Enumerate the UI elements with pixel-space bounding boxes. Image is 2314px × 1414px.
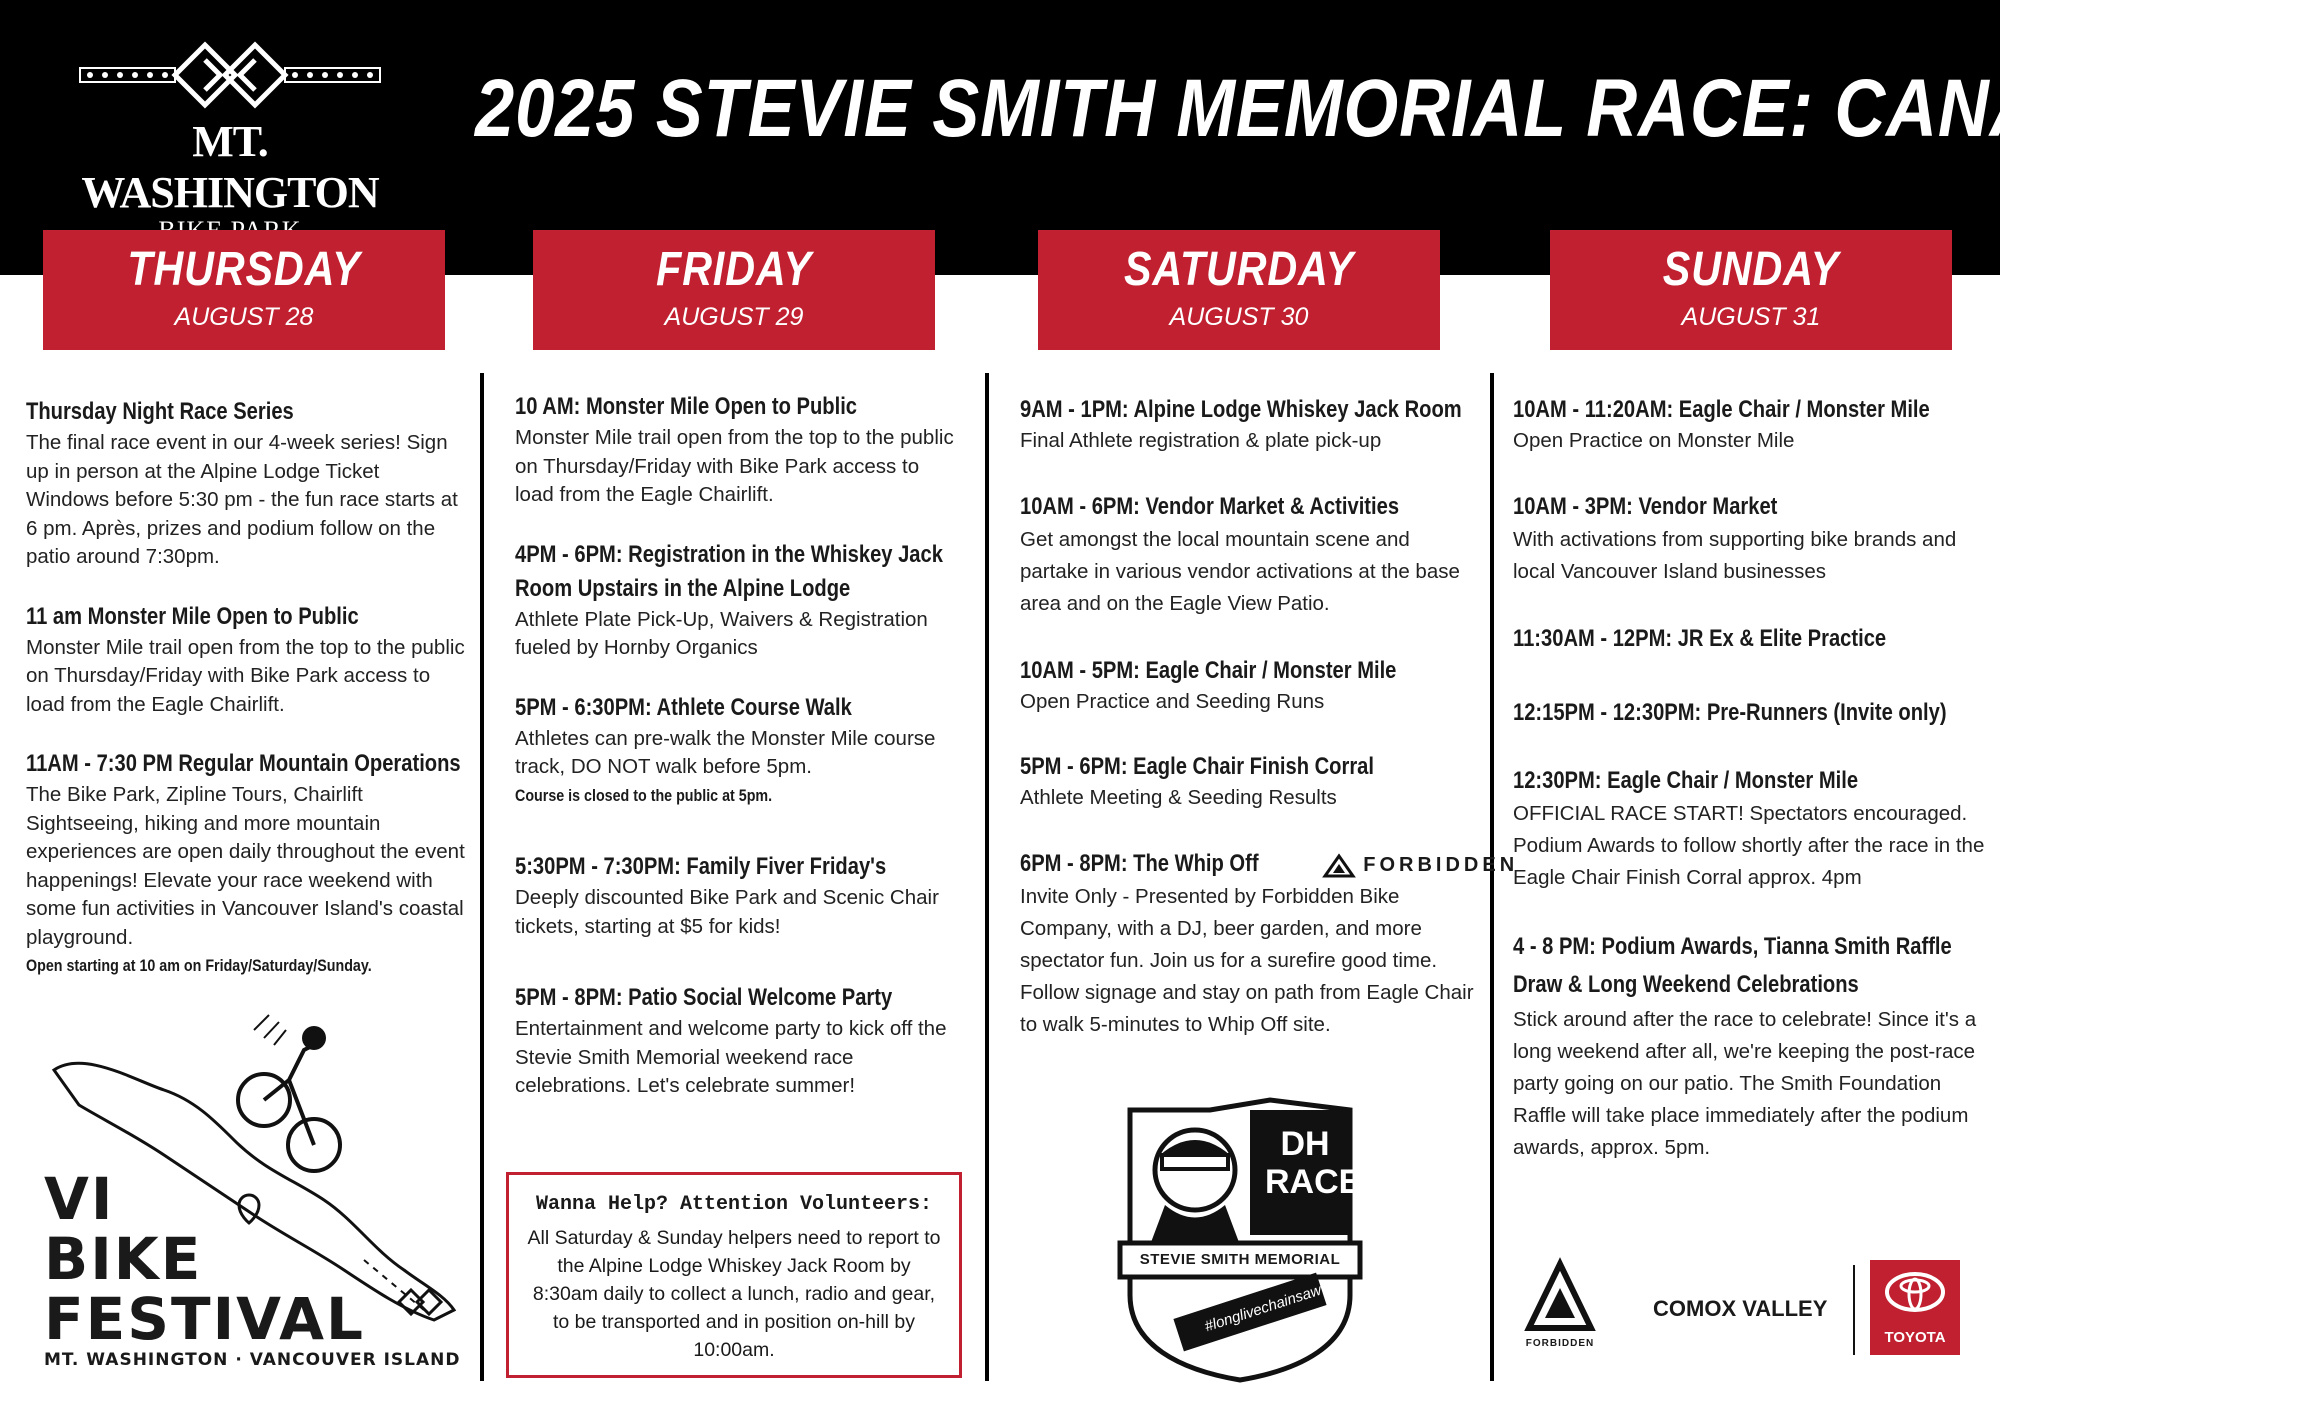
badge-banner: STEVIE SMITH MEMORIAL	[1139, 1251, 1341, 1268]
day-date: AUGUST 28	[174, 303, 314, 331]
comox-valley-label: COMOX VALLEY	[1653, 1296, 1828, 1321]
day-date: AUGUST 31	[1681, 303, 1821, 331]
event-item	[515, 850, 955, 941]
event-desc: The final race event in our 4-week series! Sign up in person at the Alpine Lodge Ticket Windows before 5:30 pm - the fun race starts at 6 pm. Après, prizes and podium follow on the patio around 7:30pm.	[26, 431, 458, 568]
day-name: SATURDAY	[1123, 243, 1355, 296]
event-title: 4PM - 6PM: Registration in the Whiskey Jack Room Upstairs in the Alpine Lodge	[515, 540, 943, 602]
event-item	[1020, 393, 1480, 456]
event-item	[515, 691, 955, 811]
event-title: 11AM - 7:30 PM Regular Mountain Operations	[26, 750, 461, 777]
event-desc: Monster Mile trail open from the top to the public on Thursday/Friday with Bike Park access to load from the Eagle Chairlift.	[26, 635, 465, 716]
sunday-column	[1513, 393, 1993, 1192]
event-item	[1020, 847, 1519, 1041]
event-title: Thursday Night Race Series	[26, 398, 294, 425]
volunteers-title: Wanna Help? Attention Volunteers:	[535, 1193, 933, 1216]
event-title: 6PM - 8PM: The Whip Off	[1020, 849, 1259, 877]
event-desc: Invite Only - Presented by Forbidden Bike Company, with a DJ, beer garden, and more spectator fun. Join us for a surefire good time. Follow signage and stay on path from Eagle Chair to walk 5-minutes to Whip Off site.	[1020, 884, 1474, 1036]
day-date: AUGUST 30	[1169, 303, 1309, 331]
logo-line1: MT. WASHINGTON	[81, 117, 379, 217]
festival-line1: VI	[44, 1165, 115, 1233]
event-title-row	[1020, 847, 1519, 881]
event-title: 11 am Monster Mile Open to Public	[26, 602, 359, 630]
event-title: 4 - 8 PM: Podium Awards, Tianna Smith Raffle Draw & Long Weekend Celebrations	[1513, 932, 1952, 998]
event-item	[1513, 490, 1993, 588]
event-item	[515, 538, 955, 663]
event-desc: Open Practice on Monster Mile	[1513, 429, 1795, 452]
event-title: 10AM - 3PM: Vendor Market	[1513, 492, 1778, 520]
event-note: Open starting at 10 am on Friday/Saturday/Sunday.	[26, 956, 372, 975]
event-desc: With activations from supporting bike brands and local Vancouver Island businesses	[1513, 527, 1957, 583]
festival-line3: FESTIVAL	[44, 1285, 365, 1353]
event-item	[515, 390, 955, 510]
thursday-column	[26, 395, 466, 1009]
forbidden-sponsor-logo	[1324, 851, 1518, 880]
event-item	[1020, 750, 1480, 813]
event-title: 11:30AM - 12PM: JR Ex & Elite Practice	[1513, 624, 1887, 652]
badge-tag: #longlivechainsaw	[1202, 1281, 1324, 1336]
event-item	[26, 600, 466, 720]
column-divider	[985, 373, 989, 1381]
event-desc: Deeply discounted Bike Park and Scenic Chair tickets, starting at $5 for kids!	[515, 886, 939, 938]
volunteers-box	[506, 1172, 962, 1378]
day-header-saturday	[1038, 230, 1440, 350]
festival-subline: MT. WASHINGTON · VANCOUVER ISLAND	[44, 1350, 461, 1370]
event-title: 10 AM: Monster Mile Open to Public	[515, 393, 858, 420]
event-title: 5:30PM - 7:30PM: Family Fiver Friday's	[515, 853, 887, 880]
mt-washington-logo	[80, 40, 380, 217]
day-name: FRIDAY	[656, 243, 812, 296]
forbidden-label: FORBIDDEN	[1525, 1338, 1595, 1349]
event-item	[1513, 622, 1993, 656]
event-item	[1513, 928, 1993, 1164]
badge-dh: DH	[1280, 1125, 1330, 1163]
event-desc: The Bike Park, Zipline Tours, Chairlift Sightseeing, hiking and more mountain experiences are open daily throughout the event happenings! Elevate your race weekend with some fun activities in Vancouver Island's coastal playground.	[26, 783, 465, 949]
event-title: 5PM - 6PM: Eagle Chair Finish Corral	[1020, 753, 1374, 780]
event-item	[1513, 764, 1993, 894]
event-item	[515, 981, 955, 1101]
day-name: SUNDAY	[1662, 243, 1840, 296]
dh-race-badge	[1120, 1095, 1360, 1385]
event-title: 10AM - 5PM: Eagle Chair / Monster Mile	[1020, 656, 1397, 684]
sponsor-logos	[1525, 1260, 1985, 1380]
toyota-emblem-icon	[1870, 1260, 1960, 1320]
event-desc: Get amongst the local mountain scene and partake in various vendor activations at the base area and on the Eagle View Patio.	[1020, 527, 1460, 615]
logo-mark-icon	[80, 40, 380, 110]
vi-bike-festival-graphic	[24, 1010, 474, 1380]
day-header-sunday	[1550, 230, 1952, 350]
column-divider	[480, 373, 484, 1381]
page-title: 2025 STEVIE SMITH MEMORIAL RACE: CANADA CUP	[475, 63, 2314, 154]
event-desc: Entertainment and welcome party to kick off the Stevie Smith Memorial weekend race celebrations. Let's celebrate summer!	[515, 1017, 947, 1097]
day-header-friday	[533, 230, 935, 350]
event-item	[26, 747, 466, 981]
forbidden-text: FORBIDDEN	[1363, 853, 1519, 876]
event-title: 5PM - 6:30PM: Athlete Course Walk	[515, 693, 852, 721]
event-item	[26, 395, 466, 572]
event-desc: Open Practice and Seeding Runs	[1020, 689, 1325, 713]
forbidden-logo-icon	[1324, 855, 1354, 877]
toyota-logo	[1870, 1260, 1960, 1355]
event-title: 10AM - 6PM: Vendor Market & Activities	[1020, 492, 1400, 520]
sponsor-divider	[1853, 1265, 1855, 1355]
event-item	[1513, 696, 1993, 730]
event-desc: Athletes can pre-walk the Monster Mile course track, DO NOT walk before 5pm.	[515, 726, 936, 778]
friday-column	[515, 390, 955, 1129]
event-title: 9AM - 1PM: Alpine Lodge Whiskey Jack Room	[1020, 396, 1462, 423]
saturday-column	[1020, 393, 1519, 1069]
toyota-label: TOYOTA	[1884, 1329, 1946, 1346]
event-desc: Stick around after the race to celebrate! Since it's a long weekend after all, we're keeping the post-race party going on our patio. The Smith Foundation Raffle will take place immediately after the podium awards, approx. 5pm.	[1513, 1007, 1977, 1159]
event-title: 12:30PM: Eagle Chair / Monster Mile	[1513, 766, 1859, 794]
forbidden-logo-icon	[1525, 1260, 1595, 1340]
event-title: 12:15PM - 12:30PM: Pre-Runners (Invite only)	[1513, 698, 1947, 726]
event-title: 5PM - 8PM: Patio Social Welcome Party	[515, 984, 893, 1011]
event-title: 10AM - 11:20AM: Eagle Chair / Monster Mile	[1513, 396, 1930, 423]
event-item	[1513, 393, 1993, 456]
event-desc: Final Athlete registration & plate pick-up	[1020, 429, 1382, 452]
day-name: THURSDAY	[127, 243, 361, 296]
event-desc: Athlete Meeting & Seeding Results	[1020, 786, 1337, 809]
event-item	[1020, 490, 1480, 620]
event-desc: Athlete Plate Pick-Up, Waivers & Registration fueled by Hornby Organics	[515, 607, 928, 659]
badge-race: RACE	[1265, 1163, 1362, 1201]
day-date: AUGUST 29	[664, 303, 804, 331]
event-desc: Monster Mile trail open from the top to the public on Thursday/Friday with Bike Park access to load from the Eagle Chairlift.	[515, 426, 954, 506]
event-item	[1020, 654, 1480, 717]
volunteers-text: All Saturday & Sunday helpers need to report to the Alpine Lodge Whiskey Jack Room by 8:30am daily to collect a lunch, radio and gear, to be transported and in position on-hill by 10:00am.	[527, 1227, 941, 1361]
day-header-thursday	[43, 230, 445, 350]
event-desc: OFFICIAL RACE START! Spectators encouraged. Podium Awards to follow shortly after the race in the Eagle Chair Finish Corral approx. 4pm	[1513, 801, 1985, 889]
festival-line2: BIKE	[44, 1225, 203, 1293]
event-note: Course is closed to the public at 5pm.	[515, 785, 773, 805]
